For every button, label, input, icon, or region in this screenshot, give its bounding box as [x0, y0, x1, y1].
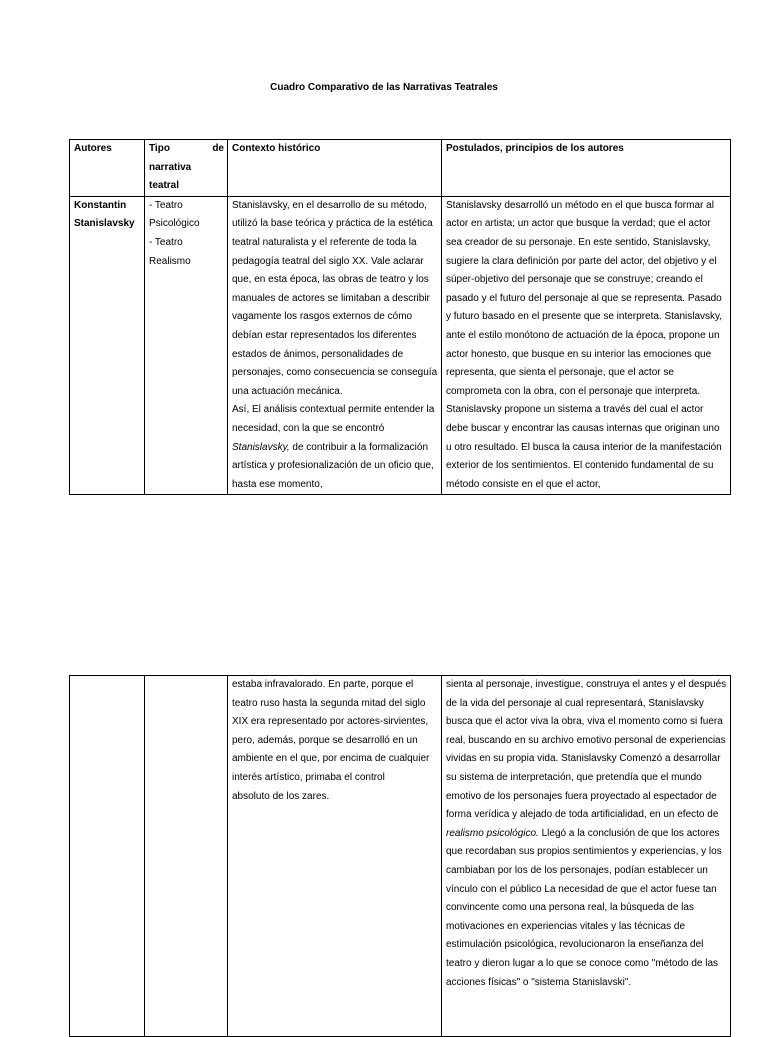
author-last-name: Stanislavsky [74, 218, 135, 230]
contexto-cell [228, 196, 442, 495]
tipo-line: Psicológico [149, 218, 200, 230]
postulados-paragraph: Stanislavsky propone un sistema a través del cual el actor debe buscar y encontrar las causas internas que originan uno u otro resultado. El busca la causa interior de la manifestación exterior de los sentimientos. El contenido fundamental de su método consiste en el que el actor, [446, 404, 722, 490]
document-title: Cuadro Comparativo de las Narrativas Teatrales [270, 82, 498, 93]
tipo-cell [145, 196, 228, 495]
header-autores: Autores [70, 140, 145, 197]
comparison-table-part-1 [69, 139, 731, 495]
contexto-paragraph: absoluto de los zares. [232, 790, 330, 802]
table-row [70, 676, 731, 1037]
header-tipo-line2: narrativa [149, 161, 192, 173]
author-cell-empty [70, 676, 145, 1037]
contexto-paragraph: Así, El análisis contextual permite entender la necesidad, con la que se encontró Stanislavsky, de contribuir a la formalización artística y profesionalización de un oficio que, hasta ese momento, [232, 404, 435, 490]
comparison-table-part-2 [69, 675, 731, 1037]
tipo-line: - Teatro [149, 236, 183, 248]
table-row [70, 196, 731, 495]
header-contexto: Contexto histórico [228, 140, 442, 197]
header-tipo [145, 140, 228, 197]
header-postulados: Postulados, principios de los autores [442, 140, 731, 197]
postulados-paragraph: Stanislavsky desarrolló un método en el que busca formar al actor en artista; un actor que busque la verdad; que el actor sea creador de su personaje. En este sentido, Stanislavsky, sugiere la clara definición por parte del actor, del objetivo y el súper-objetivo del personaje que se construye; creando el pasado y el futuro del personaje al que se representa. Pasado y futuro basado en el presente que se interpreta. Stanislavsky, ante el estilo monótono de actuación de la época, propone un actor honesto, que busque en su interior las emociones que representa, que sienta el personaje, que el actor se comprometa con la obra, con el personaje que interpreta. [446, 199, 723, 397]
author-first-name: Konstantin [74, 199, 127, 211]
header-tipo-line3: teatral [149, 180, 180, 192]
table-header-row [70, 140, 731, 197]
postulados-paragraph: sienta al personaje, investigue, construya el antes y el después de la vida del personaje al cual representará, Stanislavsky busca que el actor viva la obra, viva el momento como si fuera real, buscando en su archivo emotivo personal de experiencias vividas en su propia vida. Stanislavsky Comenzó a desarrollar su sistema de interpretación, que pretendía que el mundo emotivo de los personajes fuera proyectado al espectador de forma verídica y alejado de toda artificialidad, en un efecto de realismo psicológico. Llegó a la conclusión de que los actores que recordaban sus propios sentimientos y experiencias, y los cambiaban por los de los personajes, podían establecer un vínculo con el público La necesidad de que el actor fuese tan convincente como una persona real, la búsqueda de las motivaciones en experiencias vitales y las técnicas de estimulación psicológica, revolucionaron la enseñanza del teatro y dieron lugar a lo que se conoce como "método de las acciones físicas" o "sistema Stanislavski". [446, 679, 727, 988]
contexto-paragraph: Stanislavsky, en el desarrollo de su método, utilizó la base teórica y práctica de la estética teatral naturalista y el referente de toda la pedagogía teatral del siglo XX. Vale aclarar que, en esta época, las obras de teatro y los manuales de actores se limitaban a describir vagamente los rasgos externos de cómo debían estar representados los diferentes estados de ánimos, personalidades de personajes, como consecuencia se conseguía una actuación mecánica. [232, 199, 438, 397]
header-tipo-word2: de [212, 143, 224, 154]
contexto-paragraph: estaba infravalorado. En parte, porque el teatro ruso hasta la segunda mitad del siglo XIX era representado por actores-sirvientes, pero, además, porque se desarrolló en un ambiente en el que, por encima de cualquier interés artístico, primaba el control [232, 679, 430, 783]
author-cell [70, 196, 145, 495]
tipo-line: - Teatro [149, 199, 183, 211]
tipo-line: Realismo [149, 255, 191, 267]
tipo-cell-empty [145, 676, 228, 1037]
contexto-cell [228, 676, 442, 1037]
postulados-cell [442, 196, 731, 495]
postulados-cell [442, 676, 731, 1037]
header-tipo-word1: Tipo [149, 143, 170, 154]
